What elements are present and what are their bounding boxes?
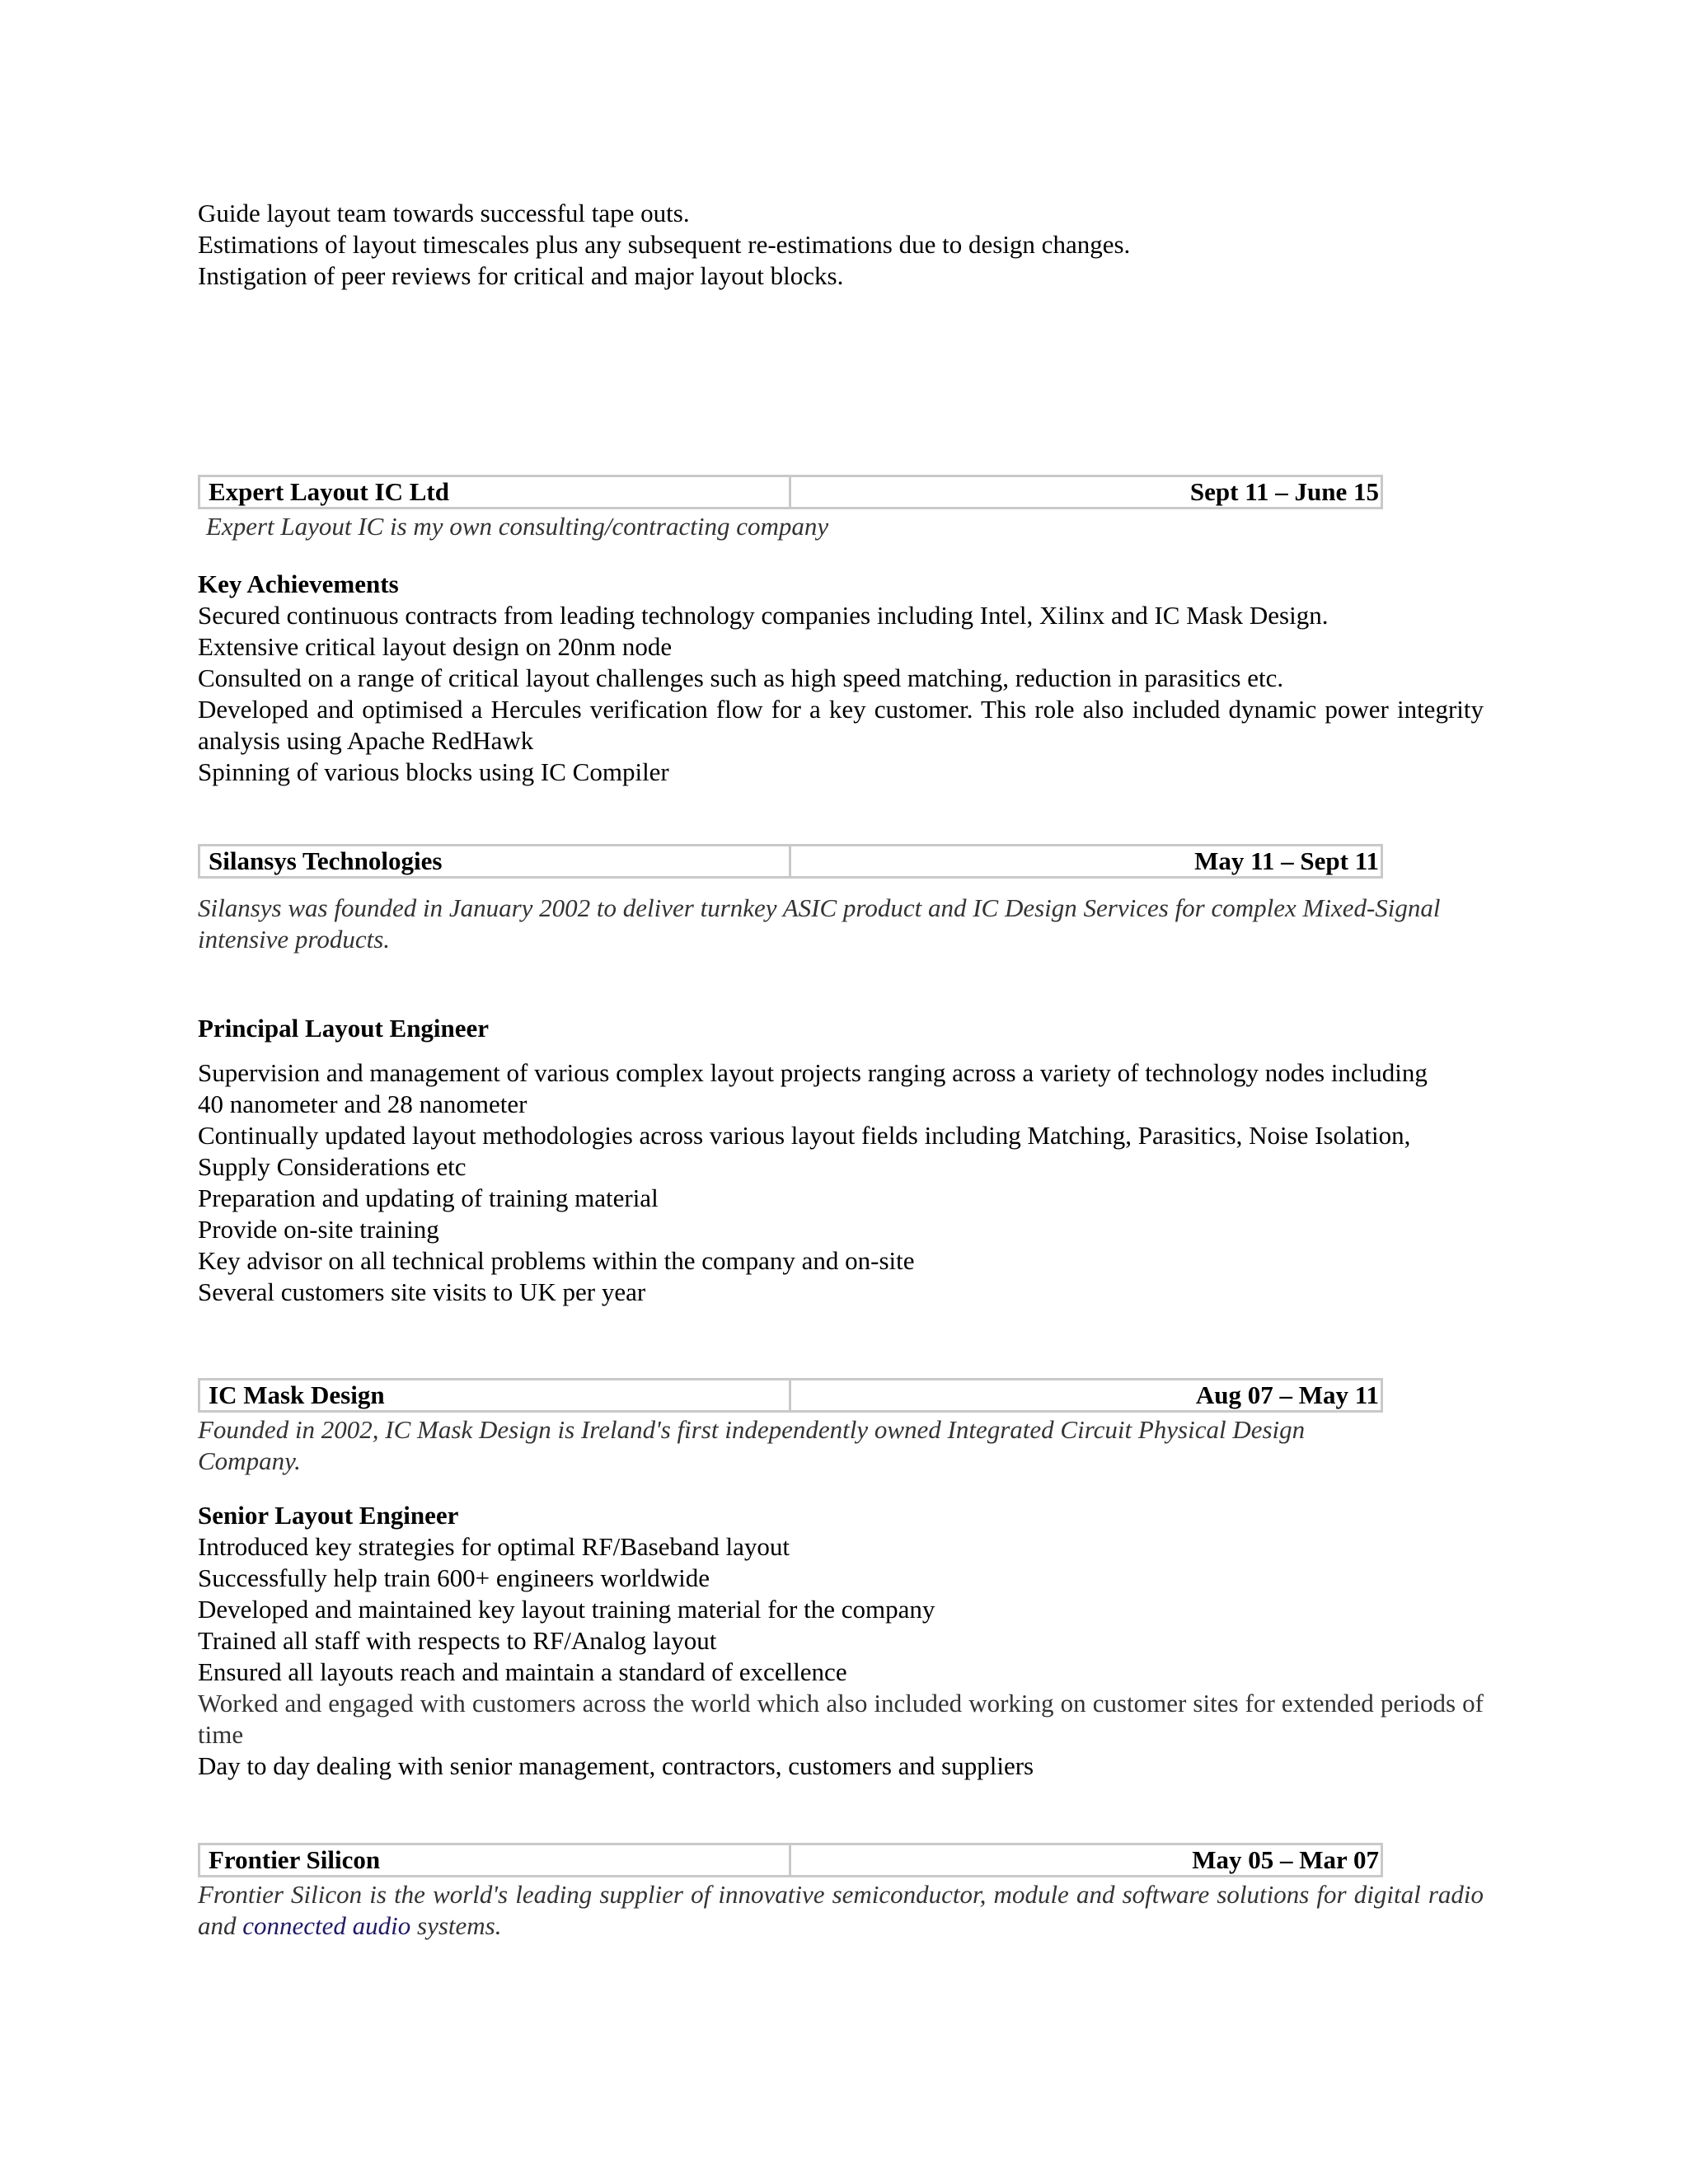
list-item: Spinning of various blocks using IC Compiler xyxy=(198,757,669,786)
list-item: Key advisor on all technical problems within the company and on-site xyxy=(198,1246,915,1275)
list-item: Introduced key strategies for optimal RF/Baseband layout xyxy=(198,1532,790,1561)
company-section-icmask xyxy=(198,1414,1484,1782)
company-dates: May 05 – Mar 07 xyxy=(1192,1845,1379,1874)
list-item: Several customers site visits to UK per year xyxy=(198,1277,646,1306)
list-item: Successfully help train 600+ engineers worldwide xyxy=(198,1563,710,1592)
list-item: Extensive critical layout design on 20nm node xyxy=(198,632,673,661)
company-dates: Sept 11 – June 15 xyxy=(1189,477,1379,506)
company-section-frontier xyxy=(198,1879,1484,1942)
description-text: systems. xyxy=(410,1911,502,1940)
list-item: Consulted on a range of critical layout challenges such as high speed matching, reduction in parasitics etc. xyxy=(198,663,1284,692)
company-header-silansys xyxy=(198,844,1383,879)
list-item: Preparation and updating of training material xyxy=(198,1183,659,1212)
intro-line: Estimations of layout timescales plus any subsequent re-estimations due to design changes. xyxy=(198,230,1131,259)
section-heading: Senior Layout Engineer xyxy=(198,1501,459,1530)
list-item: Developed and optimised a Hercules verification flow for a key customer. This role also included dynamic power integrity analysis using Apache RedHawk xyxy=(198,695,1484,755)
company-description: Founded in 2002, IC Mask Design is Ireland's first independently owned Integrated Circuit Physical Design Company. xyxy=(198,1415,1306,1475)
company-description xyxy=(198,1879,1484,1942)
connected-audio-link[interactable]: connected audio xyxy=(242,1911,411,1940)
intro-line: Instigation of peer reviews for critical and major layout blocks. xyxy=(198,261,844,290)
company-name: IC Mask Design xyxy=(200,1380,791,1410)
list-item: Continually updated layout methodologies across various layout fields including Matching, Parasitics, Noise Isolation, Supply Considerations etc xyxy=(198,1121,1411,1181)
list-item: Developed and maintained key layout training material for the company xyxy=(198,1595,935,1624)
company-section-expert xyxy=(198,511,1484,788)
list-item: Provide on-site training xyxy=(198,1215,439,1244)
company-name: Silansys Technologies xyxy=(200,846,791,876)
description-text: Frontier Silicon is the world's leading supplier of innovative semiconductor, module and software solutions for digital radio and xyxy=(198,1880,1484,1940)
company-header-frontier xyxy=(198,1843,1383,1877)
intro-line: Guide layout team towards successful tape outs. xyxy=(198,199,690,227)
list-item: Supervision and management of various complex layout projects ranging across a variety of technology nodes including 40 nanometer and 28 nanometer xyxy=(198,1058,1428,1118)
section-heading: Key Achievements xyxy=(198,569,399,598)
company-dates: May 11 – Sept 11 xyxy=(1194,846,1379,875)
list-item: Secured continuous contracts from leading technology companies including Intel, Xilinx and IC Mask Design. xyxy=(198,601,1329,630)
company-header-expert xyxy=(198,475,1383,509)
company-name: Frontier Silicon xyxy=(200,1845,791,1875)
company-description: Silansys was founded in January 2002 to deliver turnkey ASIC product and IC Design Services for complex Mixed-Signal intensive products. xyxy=(198,893,1441,954)
company-dates: Aug 07 – May 11 xyxy=(1195,1380,1379,1409)
company-name: Expert Layout IC Ltd xyxy=(200,477,791,507)
resume-page xyxy=(198,0,1484,2184)
list-item: Trained all staff with respects to RF/Analog layout xyxy=(198,1626,717,1655)
intro-section xyxy=(198,198,1484,292)
section-heading: Principal Layout Engineer xyxy=(198,1014,490,1043)
company-section-silansys xyxy=(198,893,1484,1308)
list-item: Day to day dealing with senior management, contractors, customers and suppliers xyxy=(198,1751,1034,1780)
responsibility-list xyxy=(198,1057,1484,1308)
list-item: Worked and engaged with customers across the world which also included working on customer sites for extended periods of time xyxy=(198,1689,1484,1749)
list-item: Ensured all layouts reach and maintain a standard of excellence xyxy=(198,1657,847,1686)
company-header-icmask xyxy=(198,1378,1383,1413)
company-description: Expert Layout IC is my own consulting/contracting company xyxy=(206,512,829,541)
